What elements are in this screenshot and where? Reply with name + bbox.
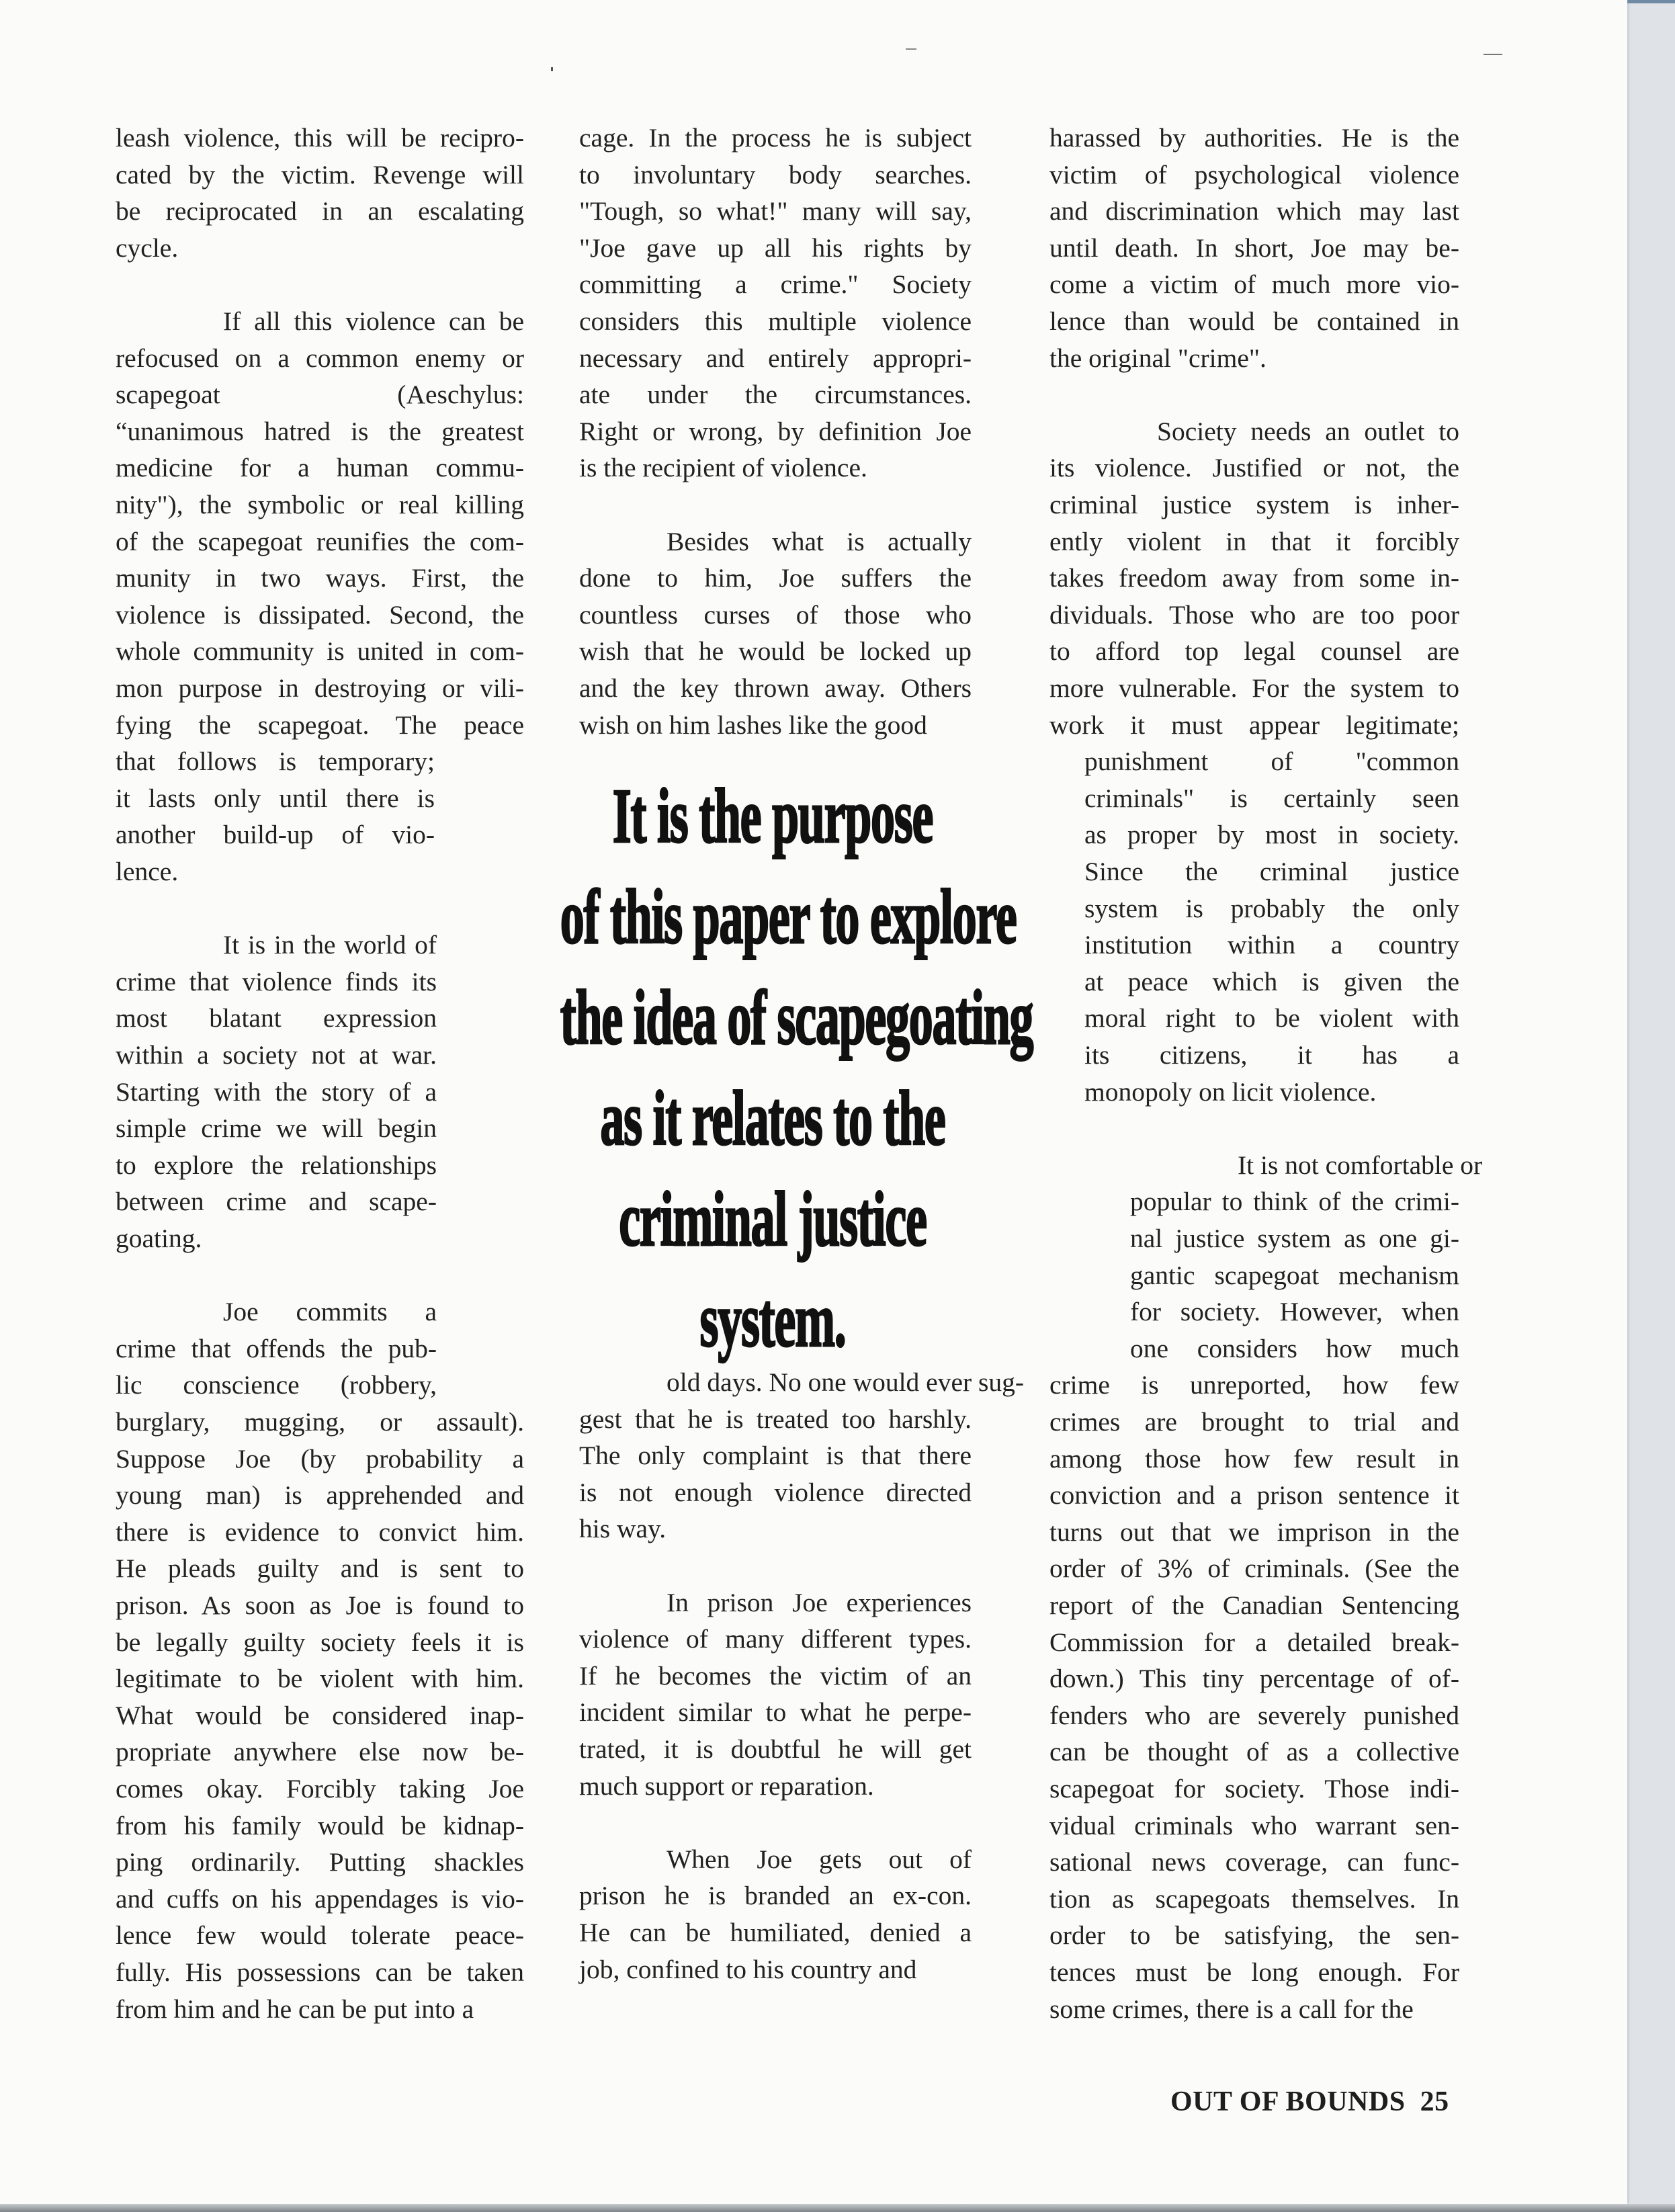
text-line: its violence. Justified or not, the: [1049, 453, 1459, 483]
text-line: ate under the circumstances.: [579, 380, 972, 410]
pull-quote-line: the idea of scapegoating: [560, 975, 1033, 1061]
text-line: within a society not at war.: [116, 1040, 437, 1070]
text-line: simple crime we will begin: [116, 1113, 437, 1144]
text-line: criminals" is certainly seen: [1084, 783, 1459, 813]
text-line: much support or reparation.: [579, 1771, 874, 1801]
text-line: mon purpose in destroying or vili-: [116, 673, 524, 703]
text-line: gest that he is treated too harshly.: [579, 1404, 972, 1434]
text-line: the original "crime".: [1049, 343, 1266, 373]
text-line: moral right to be violent with: [1084, 1003, 1459, 1033]
text-line: monopoly on licit violence.: [1084, 1076, 1377, 1107]
text-line: scapegoat (Aeschylus:: [116, 380, 524, 410]
text-line: institution within a country: [1084, 930, 1459, 960]
text-line: to explore the relationships: [116, 1150, 437, 1180]
text-line: be reciprocated in an escalating: [116, 196, 524, 226]
text-line: wish on him lashes like the good: [579, 710, 927, 740]
scanner-edge-bottom: [0, 2204, 1675, 2212]
text-line: necessary and entirely appropri-: [579, 343, 972, 373]
text-line: Right or wrong, by definition Joe: [579, 416, 972, 446]
publication-name: OUT OF BOUNDS: [1170, 2086, 1406, 2117]
text-line: fying the scapegoat. The peace: [116, 710, 524, 740]
scanner-edge-top: [1627, 0, 1675, 3]
text-line: until death. In short, Joe may be-: [1049, 232, 1459, 263]
text-line: done to him, Joe suffers the: [579, 563, 972, 593]
text-line: tences must be long enough. For: [1049, 1957, 1459, 1987]
text-line: another build-up of vio-: [116, 820, 435, 850]
text-line: considers this multiple violence: [579, 306, 972, 336]
text-line: countless curses of those who: [579, 599, 972, 630]
text-line: one considers how much: [1130, 1333, 1459, 1363]
text-line: nity"), the symbolic or real killing: [116, 490, 524, 519]
text-line: among those how few result in: [1049, 1443, 1459, 1474]
text-line: harassed by authorities. He is the: [1049, 123, 1459, 153]
text-line: there is evidence to convict him.: [116, 1517, 524, 1547]
text-line: lence than would be contained in: [1049, 306, 1459, 336]
text-line: more vulnerable. For the system to: [1049, 673, 1459, 703]
text-line: propriate anywhere else now be-: [116, 1737, 524, 1767]
text-line: munity in two ways. First, the: [116, 563, 524, 593]
text-line: leash violence, this will be recipro-: [116, 123, 524, 153]
text-line: He pleads guilty and is sent to: [116, 1554, 524, 1584]
text-line: report of the Canadian Sentencing: [1049, 1590, 1459, 1620]
text-line: When Joe gets out of: [667, 1844, 972, 1874]
pull-quote-line: criminal justice: [619, 1177, 927, 1263]
text-line: order to be satisfying, the sen-: [1049, 1920, 1459, 1951]
text-line: fully. His possessions can be taken: [116, 1957, 524, 1987]
text-line: young man) is apprehended and: [116, 1480, 524, 1511]
text-line: fenders who are severely punished: [1049, 1700, 1459, 1730]
text-line: lence few would tolerate peace-: [116, 1920, 524, 1951]
scan-speck: [551, 67, 553, 71]
text-line: cycle.: [116, 232, 179, 263]
text-line: lence.: [116, 857, 179, 886]
scan-speck: [906, 48, 916, 50]
text-line: If he becomes the victim of an: [579, 1660, 972, 1691]
text-line: system is probably the only: [1084, 893, 1459, 923]
text-line: criminal justice system is inher-: [1049, 490, 1459, 519]
text-line: scapegoat for society. Those indi-: [1049, 1774, 1459, 1803]
text-line: incident similar to what he perpe-: [579, 1697, 972, 1728]
text-line: refocused on a common enemy or: [116, 343, 524, 373]
text-line: medicine for a human commu-: [116, 453, 524, 483]
text-line: work it must appear legitimate;: [1049, 710, 1459, 740]
text-line: it lasts only until there is: [116, 783, 435, 813]
text-line: to involuntary body searches.: [579, 159, 972, 189]
text-line: as proper by most in society.: [1084, 820, 1459, 850]
pull-quote-line: as it relates to the: [600, 1076, 945, 1162]
text-line: burglary, mugging, or assault).: [116, 1407, 524, 1437]
text-line: "Tough, so what!" many will say,: [579, 196, 972, 226]
text-line: can be thought of as a collective: [1049, 1737, 1459, 1767]
pull-quote-line: It is the purpose: [612, 773, 933, 859]
text-line: nal justice system as one gi-: [1130, 1224, 1459, 1253]
text-line: to afford top legal counsel are: [1049, 636, 1459, 667]
text-line: vidual criminals who warrant sen-: [1049, 1810, 1459, 1840]
text-line: What would be considered inap-: [116, 1700, 524, 1730]
text-line: ping ordinarily. Putting shackles: [116, 1847, 524, 1877]
text-line: his way.: [579, 1514, 667, 1544]
text-line: legitimate to be violent with him.: [116, 1664, 524, 1694]
text-line: violence is dissipated. Second, the: [116, 599, 524, 630]
text-line: takes freedom away from some in-: [1049, 563, 1459, 593]
text-line: Joe commits a: [223, 1297, 437, 1327]
text-line: The only complaint is that there: [579, 1441, 972, 1471]
scan-speck: [1484, 54, 1502, 55]
text-line: conviction and a prison sentence it: [1049, 1480, 1459, 1511]
pull-quote: [430, 766, 1115, 1371]
text-line: and discrimination which may last: [1049, 196, 1459, 226]
text-line: Starting with the story of a: [116, 1076, 437, 1107]
text-line: is the recipient of violence.: [579, 453, 867, 483]
text-line: Besides what is actually: [667, 526, 972, 556]
page-footer: [1170, 2086, 1449, 2118]
text-line: for society. However, when: [1130, 1297, 1459, 1327]
text-line: Society needs an outlet to: [1157, 416, 1459, 446]
text-line: prison. As soon as Joe is found to: [116, 1590, 524, 1620]
text-line: order of 3% of criminals. (See the: [1049, 1554, 1459, 1584]
text-line: It is not comfortable or: [1238, 1150, 1483, 1180]
text-line: ently violent in that it forcibly: [1049, 526, 1459, 556]
text-line: wish that he would be locked up: [579, 636, 972, 667]
pull-quote-line: of this paper to explore: [560, 874, 1017, 960]
text-line: In prison Joe experiences: [667, 1587, 972, 1617]
text-line: "Joe gave up all his rights by: [579, 232, 972, 263]
text-line: He can be humiliated, denied a: [579, 1918, 972, 1947]
text-line: most blatant expression: [116, 1003, 437, 1033]
text-line: violence of many different types.: [579, 1624, 972, 1654]
text-line: gantic scapegoat mechanism: [1130, 1260, 1459, 1290]
text-line: and cuffs on his appendages is vio-: [116, 1883, 524, 1914]
text-line: sational news coverage, can func-: [1049, 1847, 1459, 1877]
text-line: punishment of "common: [1084, 747, 1459, 777]
text-line: cated by the victim. Revenge will: [116, 159, 524, 189]
text-line: tion as scapegoats themselves. In: [1049, 1883, 1459, 1914]
text-line: cage. In the process he is subject: [579, 123, 972, 153]
text-line: be legally guilty society feels it is: [116, 1627, 524, 1657]
text-line: from his family would be kidnap-: [116, 1810, 524, 1840]
text-line: old days. No one would ever sug-: [667, 1367, 1025, 1397]
text-line: popular to think of the crimi-: [1130, 1187, 1459, 1217]
text-line: job, confined to his country and: [579, 1954, 917, 1984]
text-line: down.) This tiny percentage of of-: [1049, 1664, 1459, 1694]
page-number: 25: [1420, 2086, 1449, 2117]
text-line: come a victim of much more vio-: [1049, 269, 1459, 300]
text-line: and the key thrown away. Others: [579, 673, 972, 703]
text-line: between crime and scape-: [116, 1187, 437, 1217]
text-line: It is in the world of: [223, 930, 437, 960]
text-line: is not enough violence directed: [579, 1477, 972, 1507]
text-line: whole community is united in com-: [116, 636, 524, 667]
text-line: lic conscience (robbery,: [116, 1370, 437, 1400]
text-line: Suppose Joe (by probability a: [116, 1443, 524, 1474]
text-line: comes okay. Forcibly taking Joe: [116, 1774, 524, 1803]
text-line: Since the criminal justice: [1084, 857, 1459, 886]
text-line: committing a crime." Society: [579, 269, 972, 300]
text-line: some crimes, there is a call for the: [1049, 1994, 1414, 2024]
text-line: trated, it is doubtful he will get: [579, 1734, 972, 1764]
text-line: crime that violence finds its: [116, 966, 437, 996]
text-line: at peace which is given the: [1084, 966, 1459, 996]
text-line: of the scapegoat reunifies the com-: [116, 526, 524, 556]
text-line: turns out that we imprison in the: [1049, 1517, 1459, 1547]
text-line: dividuals. Those who are too poor: [1049, 599, 1459, 630]
text-line: “unanimous hatred is the greatest: [116, 416, 524, 446]
text-line: crimes are brought to trial and: [1049, 1407, 1459, 1437]
text-line: that follows is temporary;: [116, 747, 435, 777]
text-line: Commission for a detailed break-: [1049, 1627, 1459, 1657]
text-line: from him and he can be put into a: [116, 1994, 474, 2024]
text-line: crime is unreported, how few: [1049, 1370, 1459, 1400]
text-line: prison he is branded an ex-con.: [579, 1881, 972, 1911]
pull-quote-line: system.: [699, 1277, 846, 1363]
text-line: goating.: [116, 1224, 202, 1253]
text-line: crime that offends the pub-: [116, 1333, 437, 1363]
text-line: its citizens, it has a: [1084, 1040, 1459, 1070]
text-line: If all this violence can be: [223, 306, 524, 336]
text-line: victim of psychological violence: [1049, 159, 1459, 189]
